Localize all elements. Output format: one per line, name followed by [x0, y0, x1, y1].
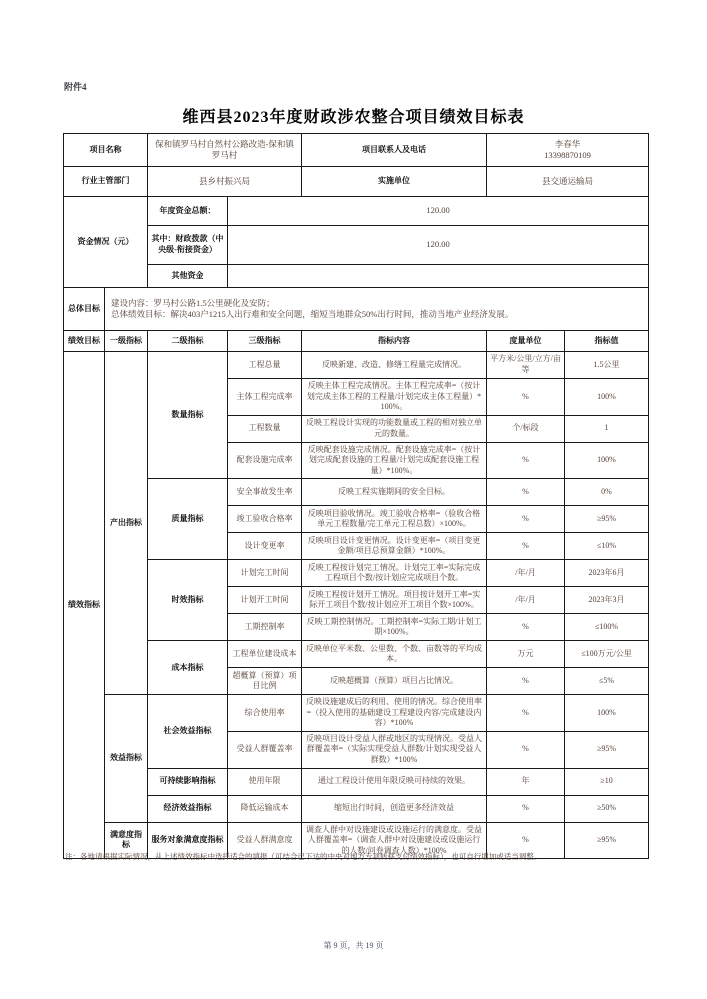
project-name-value: 保和镇罗马村自然村公路改造-保和镇罗马村 [148, 134, 302, 167]
indicator-content-cell: 反映项目设计受益人群或地区的实现情况。受益人群覆盖率=（实际实现受益人群数/计划实现受益人群数）*100% [302, 731, 487, 768]
indicator-row [64, 768, 649, 795]
unit-cell: % [487, 795, 565, 822]
indicator-content-cell: 反映设施建成后的利用、使用的情况。综合使用率=（投入使用的基础建设工程建设内容/完成建设内容）*100% [302, 695, 487, 732]
level3-indicator-cell: 使用年限 [228, 768, 302, 795]
indicator-content-cell: 缩短出行时间，创造更多经济效益 [302, 795, 487, 822]
performance-target-table [63, 133, 649, 859]
unit-cell: % [487, 533, 565, 560]
contact-label: 项目联系人及电话 [302, 134, 487, 167]
value-cell: ≤100% [565, 614, 649, 641]
unit-cell: % [487, 731, 565, 768]
col-header-content: 指标内容 [302, 331, 487, 352]
unit-cell: % [487, 614, 565, 641]
value-cell: 0% [565, 479, 649, 506]
contact-value [487, 134, 649, 167]
contact-phone: 13398870109 [544, 150, 591, 160]
unit-cell: % [487, 668, 565, 695]
indicator-row [64, 479, 649, 506]
fund-central-value: 120.00 [228, 226, 649, 265]
table-row [64, 265, 649, 288]
level3-indicator-cell: 配套设施完成率 [228, 442, 302, 479]
level3-indicator-cell: 设计变更率 [228, 533, 302, 560]
indicator-content-cell: 反映配套设施完成情况。配套设施完成率=（按计划完成配套设施的工程量/计划完成配套设施工程量）*100%。 [302, 442, 487, 479]
level3-indicator-cell: 综合使用率 [228, 695, 302, 732]
indicator-content-cell: 调查人群中对设施建设或设施运行的满意度。受益人群覆盖率=（调查人群中对设施建设或设施运行的人数/问卷调查人数）*100% [302, 822, 487, 859]
indicator-content-cell: 反映项目设计变更情况。设计变更率=（项目变更金额/项目总预算金额）*100%。 [302, 533, 487, 560]
level3-indicator-cell: 安全事故发生率 [228, 479, 302, 506]
unit-cell: % [487, 379, 565, 416]
unit-cell: 个/标段 [487, 415, 565, 442]
unit-cell: % [487, 822, 565, 859]
indicator-rows-section [64, 352, 649, 859]
attachment-label: 附件4 [64, 82, 87, 92]
level3-indicator-cell: 工程单位建设成本 [228, 641, 302, 668]
fund-section-label: 资金情况（元） [64, 197, 148, 288]
level3-indicator-cell: 超概算（预算）项目比例 [228, 668, 302, 695]
value-cell: 2023年3月 [565, 587, 649, 614]
project-info-section [64, 134, 649, 352]
level3-indicator-cell: 竣工验收合格率 [228, 506, 302, 533]
indicator-content-cell: 反映超概算（预算）项目占比情况。 [302, 668, 487, 695]
col-header-value: 指标值 [565, 331, 649, 352]
indicator-row [64, 641, 649, 668]
col-header-unit: 度量单位 [487, 331, 565, 352]
value-cell: 2023年6月 [565, 560, 649, 587]
indicator-content-cell: 反映工程实施期间的安全目标。 [302, 479, 487, 506]
table-row [64, 197, 649, 226]
level1-indicator-cell: 产出指标 [105, 352, 148, 695]
level2-indicator-cell: 成本指标 [148, 641, 228, 695]
dept-value: 县乡村振兴局 [148, 167, 302, 197]
fund-total-label: 年度资金总额： [148, 197, 228, 226]
goal-line-2: 总体绩效目标：解决403户1215人出行难和安全问题，缩短当地群众50%出行时间，推动当地产业经济发展。 [111, 309, 514, 319]
value-cell: ≤10% [565, 533, 649, 560]
col-header-level1: 一级指标 [105, 331, 148, 352]
table-row [64, 288, 649, 331]
level3-indicator-cell: 主体工程完成率 [228, 379, 302, 416]
indicator-content-cell: 通过工程设计使用年限反映可持续的效果。 [302, 768, 487, 795]
level1-indicator-cell: 满意度指标 [105, 822, 148, 859]
footnote: 注：各地请根据实际情况，从上述绩效指标中选择适合的填报（可结合已下达的中央对地方专项转移支付绩效指标），也可自行增加或适当调整。 [65, 852, 542, 861]
project-name-label: 项目名称 [64, 134, 148, 167]
fund-total-value: 120.00 [228, 197, 649, 226]
unit-cell: % [487, 479, 565, 506]
level3-indicator-cell: 降低运输成本 [228, 795, 302, 822]
level2-indicator-cell: 可持续影响指标 [148, 768, 228, 795]
indicator-header-row [64, 331, 649, 352]
table-row [64, 167, 649, 197]
value-cell: ≥10 [565, 768, 649, 795]
value-cell: ≤5% [565, 668, 649, 695]
level2-indicator-cell: 社会效益指标 [148, 695, 228, 768]
unit-cell: /年/月 [487, 587, 565, 614]
indicator-row [64, 352, 649, 379]
value-cell: ≥95% [565, 822, 649, 859]
indicator-row [64, 795, 649, 822]
value-cell: ≤100万元/公里 [565, 641, 649, 668]
indicator-row [64, 560, 649, 587]
level2-indicator-cell: 质量指标 [148, 479, 228, 560]
value-cell: ≥50% [565, 795, 649, 822]
page-number: 第 9 页，共 19 页 [323, 941, 384, 950]
col-header-level3: 三级指标 [228, 331, 302, 352]
value-cell: 100% [565, 695, 649, 732]
overall-goal-content [105, 288, 649, 331]
goal-line-1: 建设内容：罗马村公路1.5公里硬化及安防； [111, 297, 275, 308]
value-cell: 1 [565, 415, 649, 442]
unit-cell: 万元 [487, 641, 565, 668]
indicator-content-cell: 反映工程设计实现的功能数量或工程的相对独立单元的数量。 [302, 415, 487, 442]
value-cell: 100% [565, 442, 649, 479]
page-title: 维西县2023年度财政涉农整合项目绩效目标表 [182, 109, 525, 126]
unit-cell: % [487, 695, 565, 732]
indicator-content-cell: 反映项目验收情况。竣工验收合格率=（验收合格单元工程数量/完工单元工程总数）×100%。 [302, 506, 487, 533]
contact-name: 李春华 [554, 138, 581, 149]
perf-goal-cell: 绩效指标 [64, 352, 105, 859]
dept-label: 行业主管部门 [64, 167, 148, 197]
level3-indicator-cell: 受益人群满意度 [228, 822, 302, 859]
impl-label: 实施单位 [302, 167, 487, 197]
level2-indicator-cell: 服务对象满意度指标 [148, 822, 228, 859]
indicator-content-cell: 反映新建、改造、修缮工程量完成情况。 [302, 352, 487, 379]
unit-cell: 平方米/公里/立方/亩等 [487, 352, 565, 379]
unit-cell: % [487, 506, 565, 533]
unit-cell: 年 [487, 768, 565, 795]
level2-indicator-cell: 时效指标 [148, 560, 228, 641]
col-header-goal: 绩效目标 [64, 331, 105, 352]
indicator-row [64, 695, 649, 732]
indicator-content-cell: 反映工期控制情况。工期控制率=实际工期/计划工期×100%。 [302, 614, 487, 641]
level2-indicator-cell: 经济效益指标 [148, 795, 228, 822]
indicator-content-cell: 反映主体工程完成情况。主体工程完成率=（按计划完成主体工程的工程量/计划完成主体工程量）*100%。 [302, 379, 487, 416]
level2-indicator-cell: 数量指标 [148, 352, 228, 479]
level3-indicator-cell: 工期控制率 [228, 614, 302, 641]
level3-indicator-cell: 计划开工时间 [228, 587, 302, 614]
value-cell: 100% [565, 379, 649, 416]
level3-indicator-cell: 工程总量 [228, 352, 302, 379]
fund-other-label: 其他资金 [148, 265, 228, 288]
fund-central-label: 其中：财政拨款（中央级-衔接资金） [148, 226, 228, 265]
indicator-content-cell: 反映单位平米数、公里数、个数、亩数等的平均成本。 [302, 641, 487, 668]
value-cell: ≥95% [565, 731, 649, 768]
table-row [64, 226, 649, 265]
level3-indicator-cell: 受益人群覆盖率 [228, 731, 302, 768]
table-row [64, 134, 649, 167]
indicator-content-cell: 反映工程按计划完工情况。计划完工率=实际完成工程项目个数/按计划应完成项目个数。 [302, 560, 487, 587]
impl-value: 县交通运输局 [487, 167, 649, 197]
unit-cell: % [487, 442, 565, 479]
overall-goal-label: 总体目标 [64, 288, 105, 331]
level1-indicator-cell: 效益指标 [105, 695, 148, 822]
value-cell: 1.5公里 [565, 352, 649, 379]
indicator-content-cell: 反映工程按计划开工情况。项目按计划开工率=实际开工项目个数/按计划应开工项目个数×100%。 [302, 587, 487, 614]
unit-cell: /年/月 [487, 560, 565, 587]
value-cell: ≥95% [565, 506, 649, 533]
col-header-level2: 二级指标 [148, 331, 228, 352]
level3-indicator-cell: 计划完工时间 [228, 560, 302, 587]
level3-indicator-cell: 工程数量 [228, 415, 302, 442]
fund-other-value [228, 265, 649, 288]
